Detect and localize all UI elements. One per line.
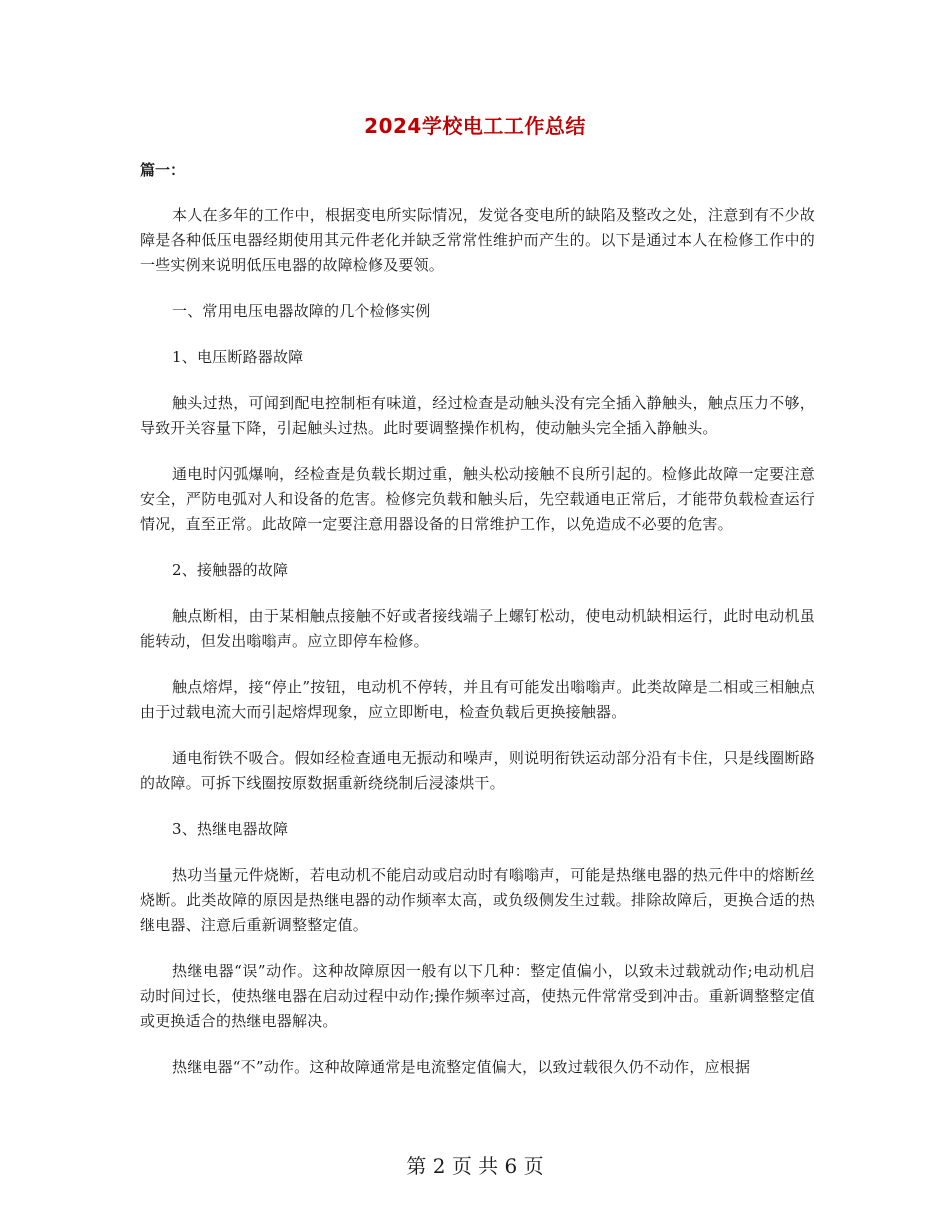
heading-common-faults: 一、常用电压电器故障的几个检修实例 (172, 302, 431, 320)
paragraph-armature: 通电衔铁不吸合。假如经检查通电无振动和噪声，则说明衔铁运动部分沿有卡住，只是线圈断路的故障。可拆下线圈按原数据重新绕绕制后浸漆烘干。 (140, 749, 815, 792)
heading-breaker-faults: 1、电压断路器故障 (172, 348, 304, 366)
paragraph-contact-welding: 触点熔焊，接“停止”按钮，电动机不停转，并且有可能发出嗡嗡声。此类故障是二相或三相触点由于过载电流大而引起熔焊现象，应立即断电，检查负载后更换接触器。 (140, 678, 815, 721)
paragraph-element-burnout: 热功当量元件烧断，若电动机不能启动或启动时有嗡嗡声，可能是热继电器的热元件中的熔断丝烧断。此类故障的原因是热继电器的动作频率太高，或负级侧发生过载。排除故障后，更换合适的热继电器、注意后重新调整整定值。 (140, 866, 815, 934)
paragraph-false-trip: 热继电器“误”动作。这种故障原因一般有以下几种：整定值偏小，以致未过载就动作;电动机启动时间过长，使热继电器在启动过程中动作;操作频率过高，使热元件常常受到冲击。重新调整整定值或更换适合的热继电器解决。 (140, 962, 815, 1030)
paragraph-contact-overheat: 触头过热，可闻到配电控制柜有味道，经过检查是动触头没有完全插入静触头，触点压力不够，导致开关容量下降，引起触头过热。此时要调整操作机构，使动触头完全插入静触头。 (140, 394, 815, 437)
paragraph-intro: 本人在多年的工作中，根据变电所实际情况，发觉各变电所的缺陷及整改之处，注意到有不少故障是各种低压电器经期使用其元件老化并缺乏常常性维护而产生的。以下是通过本人在检修工作中的一些实例来说明低压电器的故障检修及要领。 (140, 206, 815, 274)
heading-thermal-relay-faults: 3、热继电器故障 (172, 820, 289, 838)
section-label: 篇一： (140, 161, 186, 179)
document-body (140, 203, 815, 1101)
page-footer: 第 2 页 共 6 页 (406, 1154, 544, 1178)
paragraph-arc-flash: 通电时闪弧爆响，经检查是负载长期过重，触头松动接触不良所引起的。检修此故障一定要注意安全，严防电弧对人和设备的危害。检修完负载和触头后，先空载通电正常后，才能带负载检查运行情况，直至正常。此故障一定要注意用器设备的日常维护工作，以免造成不必要的危害。 (140, 465, 815, 533)
heading-contactor-faults: 2、接触器的故障 (172, 561, 289, 579)
document-title: 2024学校电工工作总结 (364, 114, 586, 138)
paragraph-no-trip: 热继电器“不”动作。这种故障通常是电流整定值偏大，以致过载很久仍不动作，应根据 (172, 1058, 751, 1076)
paragraph-phase-loss: 触点断相，由于某相触点接触不好或者接线端子上螺钉松动，使电动机缺相运行，此时电动机虽能转动，但发出嗡嗡声。应立即停车检修。 (140, 607, 815, 650)
